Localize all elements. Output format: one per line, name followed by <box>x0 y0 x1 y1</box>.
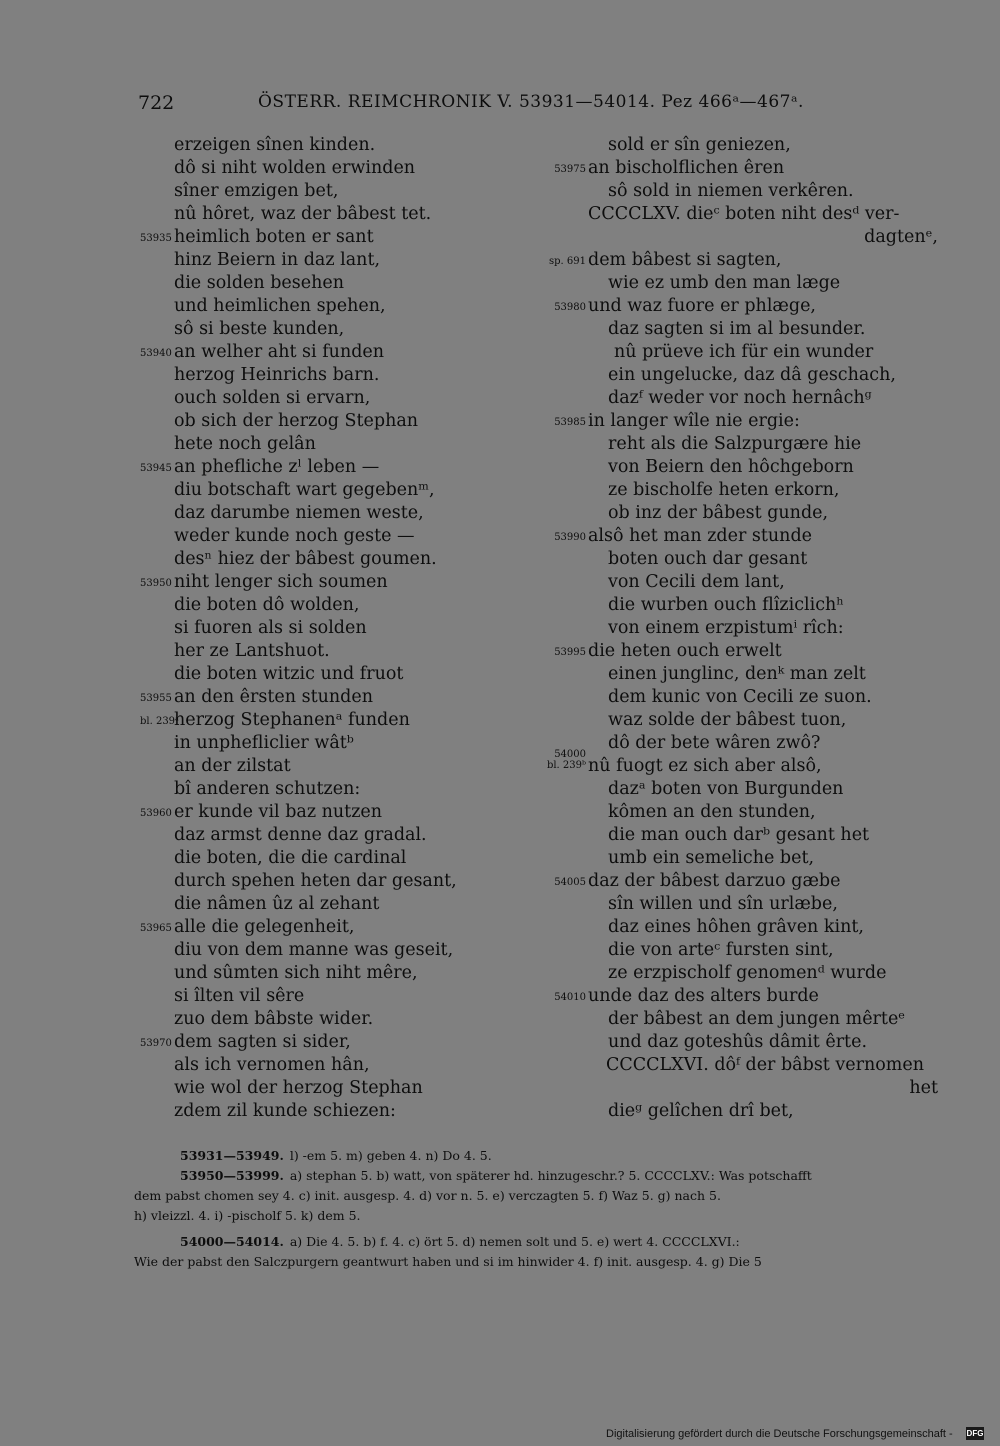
verse-text: die heten ouch erwelt <box>588 641 782 661</box>
verse-text: er kunde vil baz nutzen <box>174 802 383 822</box>
verse-text: zuo dem bâbste wider. <box>174 1009 374 1029</box>
verse-number: 53960 <box>140 808 172 819</box>
verse-text: und daz goteshûs dâmit êrte. <box>608 1032 868 1052</box>
verse-line <box>0 1054 470 1077</box>
verse-text: nû hôret, waz der bâbest tet. <box>174 204 432 224</box>
verse-line <box>0 732 470 755</box>
verse-text: hinz Beiern in daz lant, <box>174 250 381 270</box>
verse-line <box>0 180 470 203</box>
verse-line <box>490 571 950 594</box>
verse-text: zdem zil kunde schiezen: <box>174 1101 396 1121</box>
verse-line <box>490 870 950 893</box>
verse-text: niht lenger sich soumen <box>174 572 388 592</box>
verse-line <box>490 640 950 663</box>
verse-line <box>0 1008 470 1031</box>
verse-text: erzeigen sînen kinden. <box>174 135 376 155</box>
verse-line <box>0 1077 470 1100</box>
verse-line <box>490 433 950 456</box>
verse-number: 53995 <box>554 647 586 658</box>
verse-line <box>0 755 470 778</box>
verse-line <box>0 778 470 801</box>
verse-text: dô der bete wâren zwô? <box>608 733 821 753</box>
verse-text: die solden besehen <box>174 273 345 293</box>
verse-number: 53990 <box>554 532 586 543</box>
verse-text: sô si beste kunden, <box>174 319 345 339</box>
verse-line <box>490 157 950 180</box>
verse-line <box>490 824 950 847</box>
verse-text: wie ez umb den man læge <box>608 273 841 293</box>
verse-text: ouch solden si ervarn, <box>174 388 371 408</box>
verse-line <box>490 203 950 226</box>
verse-text: dem sagten si sider, <box>174 1032 351 1052</box>
verse-text: si fuoren als si solden <box>174 618 367 638</box>
footnote-text: l) -em 5. m) geben 4. n) Do 4. 5. <box>289 1148 492 1163</box>
verse-text: dazᶠ weder vor noch hernâchᵍ <box>608 388 872 408</box>
verse-text: daz sagten si im al besunder. <box>608 319 866 339</box>
verse-line <box>0 893 470 916</box>
footnote-line <box>134 1232 934 1252</box>
verse-text: umb ein semeliche bet, <box>608 848 815 868</box>
verse-text: herzog Stephanenᵃ funden <box>174 710 410 730</box>
verse-line <box>0 479 470 502</box>
verse-line <box>0 548 470 571</box>
verse-text: her ze Lantshuot. <box>174 641 330 661</box>
verse-text: als ich vernomen hân, <box>174 1055 370 1075</box>
verse-text: het <box>909 1078 938 1098</box>
footnote-line <box>134 1206 934 1226</box>
footnote-range: 53931—53949. <box>180 1148 284 1163</box>
verse-line <box>0 433 470 456</box>
footnote-line <box>134 1186 934 1206</box>
verse-line <box>0 939 470 962</box>
verse-text: von Beiern den hôchgeborn <box>608 457 854 477</box>
verse-text: daz darumbe niemen weste, <box>174 503 424 523</box>
verse-line <box>490 847 950 870</box>
verse-line <box>0 870 470 893</box>
verse-line <box>490 893 950 916</box>
verse-text: von Cecili dem lant, <box>608 572 785 592</box>
running-title: ÖSTERR. REIMCHRONIK V. 53931—54014. Pez 466ᵃ—467ᵃ. <box>258 92 804 112</box>
verse-text: diu von dem manne was geseit, <box>174 940 454 960</box>
verse-text: alle die gelegenheit, <box>174 917 355 937</box>
verse-number: 53975 <box>554 164 586 175</box>
verse-line <box>490 663 950 686</box>
verse-text: die boten dô wolden, <box>174 595 360 615</box>
verse-line <box>0 364 470 387</box>
footnote-line <box>134 1166 934 1186</box>
verse-line <box>0 249 470 272</box>
verse-line <box>490 387 950 410</box>
verse-number: 54005 <box>554 877 586 888</box>
verse-text: wie wol der herzog Stephan <box>174 1078 423 1098</box>
verse-number: bl. 239ᵃ <box>140 716 179 727</box>
verse-number: 53970 <box>140 1038 172 1049</box>
verse-line <box>0 157 470 180</box>
verse-text: in langer wîle nie ergie: <box>588 411 800 431</box>
verse-line <box>0 640 470 663</box>
verse-line <box>0 663 470 686</box>
verse-text: unde daz des alters burde <box>588 986 819 1006</box>
footnotes <box>134 1146 934 1272</box>
footnote-text: a) Die 4. 5. b) f. 4. c) ört 5. d) nemen solt und 5. e) wert 4. CCCCLXVI.: <box>289 1234 740 1249</box>
verse-number: 53980 <box>554 302 586 313</box>
verse-text: die boten witzic und fruot <box>174 664 404 684</box>
verse-text: dô si niht wolden erwinden <box>174 158 416 178</box>
verse-text: und heimlichen spehen, <box>174 296 386 316</box>
verse-text: an bischolflichen êren <box>588 158 785 178</box>
verse-text: nû fuogt ez sich aber alsô, <box>588 756 822 776</box>
verse-line <box>0 847 470 870</box>
verse-text: nû prüeve ich für ein wunder <box>614 342 874 362</box>
verse-line <box>0 824 470 847</box>
verse-line <box>0 962 470 985</box>
verse-text: die wurben ouch flîziclichʰ <box>608 595 844 615</box>
verse-line <box>490 502 950 525</box>
verse-text: dieᵍ gelîchen drî bet, <box>608 1101 794 1121</box>
footnote-text: a) stephan 5. b) watt, von späterer hd. hinzugeschr.? 5. CCCCLXV.: Was potschafft <box>289 1168 812 1183</box>
verse-text: der bâbest an dem jungen mêrteᵉ <box>608 1009 906 1029</box>
dfg-logo: DFG <box>966 1429 984 1438</box>
verse-text: kômen an den stunden, <box>608 802 816 822</box>
verse-number: 53935 <box>140 233 172 244</box>
verse-number: 53950 <box>140 578 172 589</box>
verse-line <box>490 1100 950 1123</box>
verse-line <box>490 525 950 548</box>
verse-number: 54010 <box>554 992 586 1003</box>
verse-text: waz solde der bâbest tuon, <box>608 710 847 730</box>
verse-text: daz armst denne daz gradal. <box>174 825 427 845</box>
verse-line <box>490 134 950 157</box>
verse-text: sô sold in niemen verkêren. <box>608 181 854 201</box>
verse-line <box>0 341 470 364</box>
verse-text: diu botschaft wart gegebenᵐ, <box>174 480 435 500</box>
verse-line <box>0 456 470 479</box>
footnote-text: Wie der pabst den Salczpurgern geantwurt haben und si im hinwider 4. f) init. ausgesp. 4. g) Die 5 <box>134 1254 762 1269</box>
verse-text: ob inz der bâbest gunde, <box>608 503 829 523</box>
verse-line <box>490 801 950 824</box>
verse-line <box>0 387 470 410</box>
verse-line <box>0 525 470 548</box>
verse-line <box>0 410 470 433</box>
verse-line <box>490 1031 950 1054</box>
verse-text: dem bâbest si sagten, <box>588 250 782 270</box>
verse-text: daz der bâbest darzuo gæbe <box>588 871 841 891</box>
verse-text: in unphefliclier wâtᵇ <box>174 733 354 753</box>
verse-line <box>0 709 470 732</box>
verse-line <box>0 686 470 709</box>
verse-text: an den êrsten stunden <box>174 687 373 707</box>
verse-line <box>490 410 950 433</box>
verse-line <box>490 479 950 502</box>
verse-line <box>0 985 470 1008</box>
verse-line <box>490 295 950 318</box>
verse-line <box>0 1031 470 1054</box>
verse-text: CCCCLXVI. dôᶠ der bâbst vernomen <box>606 1055 925 1075</box>
verse-line <box>490 709 950 732</box>
verse-line <box>0 295 470 318</box>
verse-text: an phefliche zˡ leben — <box>174 457 380 477</box>
verse-line <box>490 686 950 709</box>
verse-text: reht als die Salzpurgære hie <box>608 434 862 454</box>
verse-line <box>490 962 950 985</box>
verse-text: daz eines hôhen grâven kint, <box>608 917 864 937</box>
verse-line <box>0 571 470 594</box>
left-verse-column <box>0 134 470 1123</box>
verse-text: ein ungelucke, daz dâ geschach, <box>608 365 896 385</box>
verse-text: ze bischolfe heten erkorn, <box>608 480 840 500</box>
verse-line <box>490 916 950 939</box>
verse-line <box>0 502 470 525</box>
funding-note: Digitalisierung gefördert durch die Deutsche Forschungsgemeinschaft - <box>606 1428 953 1440</box>
verse-line <box>0 801 470 824</box>
verse-text: an der zilstat <box>174 756 291 776</box>
footnote-text: h) vleizzl. 4. i) -pischolf 5. k) dem 5. <box>134 1208 361 1223</box>
verse-text: si îlten vil sêre <box>174 986 305 1006</box>
verse-text: sold er sîn geniezen, <box>608 135 791 155</box>
verse-line <box>490 749 950 778</box>
verse-line <box>490 180 950 203</box>
footnote-line <box>134 1146 934 1166</box>
verse-line <box>0 1100 470 1123</box>
verse-number: 54000 bl. 239ᵇ <box>546 749 586 771</box>
footnote-line <box>134 1252 934 1272</box>
verse-text: an welher aht si funden <box>174 342 385 362</box>
verse-text: CCCCLXV. dieᶜ boten niht desᵈ ver- <box>588 204 900 224</box>
verse-line <box>490 272 950 295</box>
verse-line <box>490 318 950 341</box>
verse-text: heimlich boten er sant <box>174 227 374 247</box>
verse-line <box>0 272 470 295</box>
verse-number: 53965 <box>140 923 172 934</box>
verse-line <box>0 594 470 617</box>
verse-text: hete noch gelân <box>174 434 316 454</box>
verse-text: herzog Heinrichs barn. <box>174 365 380 385</box>
verse-text: sîn willen und sîn urlæbe, <box>608 894 838 914</box>
verse-line <box>0 134 470 157</box>
verse-line <box>490 456 950 479</box>
page-number: 722 <box>138 92 175 114</box>
verse-line <box>0 226 470 249</box>
verse-text: boten ouch dar gesant <box>608 549 808 569</box>
verse-line <box>490 985 950 1008</box>
verse-text: dagtenᵉ, <box>864 227 938 247</box>
footnote-text: dem pabst chomen sey 4. c) init. ausgesp. 4. d) vor n. 5. e) verczagten 5. f) Waz 5. g) nach 5. <box>134 1188 721 1203</box>
verse-number: 53985 <box>554 417 586 428</box>
verse-text: sîner emzigen bet, <box>174 181 339 201</box>
verse-number: 53955 <box>140 693 172 704</box>
verse-line <box>0 617 470 640</box>
verse-line <box>490 778 950 801</box>
verse-line <box>490 594 950 617</box>
verse-text: die boten, die die cardinal <box>174 848 407 868</box>
right-verse-column <box>490 134 950 1123</box>
verse-number: sp. 691 <box>549 256 586 267</box>
verse-line <box>490 939 950 962</box>
footnote-range: 54000—54014. <box>180 1234 284 1249</box>
verse-line <box>490 1077 950 1100</box>
verse-text: weder kunde noch geste — <box>174 526 415 546</box>
verse-line <box>490 364 950 387</box>
verse-line <box>0 203 470 226</box>
footnote-range: 53950—53999. <box>180 1168 284 1183</box>
verse-line <box>490 1054 950 1077</box>
verse-text: die man ouch darᵇ gesant het <box>608 825 870 845</box>
verse-text: ob sich der herzog Stephan <box>174 411 419 431</box>
verse-line <box>490 341 950 364</box>
verse-text: bî anderen schutzen: <box>174 779 361 799</box>
verse-text: die von arteᶜ fursten sint, <box>608 940 834 960</box>
verse-line <box>0 318 470 341</box>
verse-text: von einem erzpistumⁱ rîch: <box>608 618 844 638</box>
verse-text: dazᵃ boten von Burgunden <box>608 779 844 799</box>
verse-text: und sûmten sich niht mêre, <box>174 963 418 983</box>
verse-text: einen junglinc, denᵏ man zelt <box>608 664 866 684</box>
verse-text: durch spehen heten dar gesant, <box>174 871 457 891</box>
verse-line <box>490 548 950 571</box>
verse-number: 53940 <box>140 348 172 359</box>
page-header <box>0 92 1000 116</box>
verse-line <box>490 249 950 272</box>
verse-line <box>490 226 950 249</box>
verse-text: desⁿ hiez der bâbest goumen. <box>174 549 437 569</box>
verse-text: ze erzpischolf genomenᵈ wurde <box>608 963 887 983</box>
verse-text: alsô het man zder stunde <box>588 526 813 546</box>
verse-number: 53945 <box>140 463 172 474</box>
verse-line <box>490 1008 950 1031</box>
verse-text: die nâmen ûz al zehant <box>174 894 380 914</box>
verse-text: dem kunic von Cecili ze suon. <box>608 687 872 707</box>
verse-line <box>0 916 470 939</box>
verse-text: und waz fuore er phlæge, <box>588 296 816 316</box>
verse-line <box>490 617 950 640</box>
